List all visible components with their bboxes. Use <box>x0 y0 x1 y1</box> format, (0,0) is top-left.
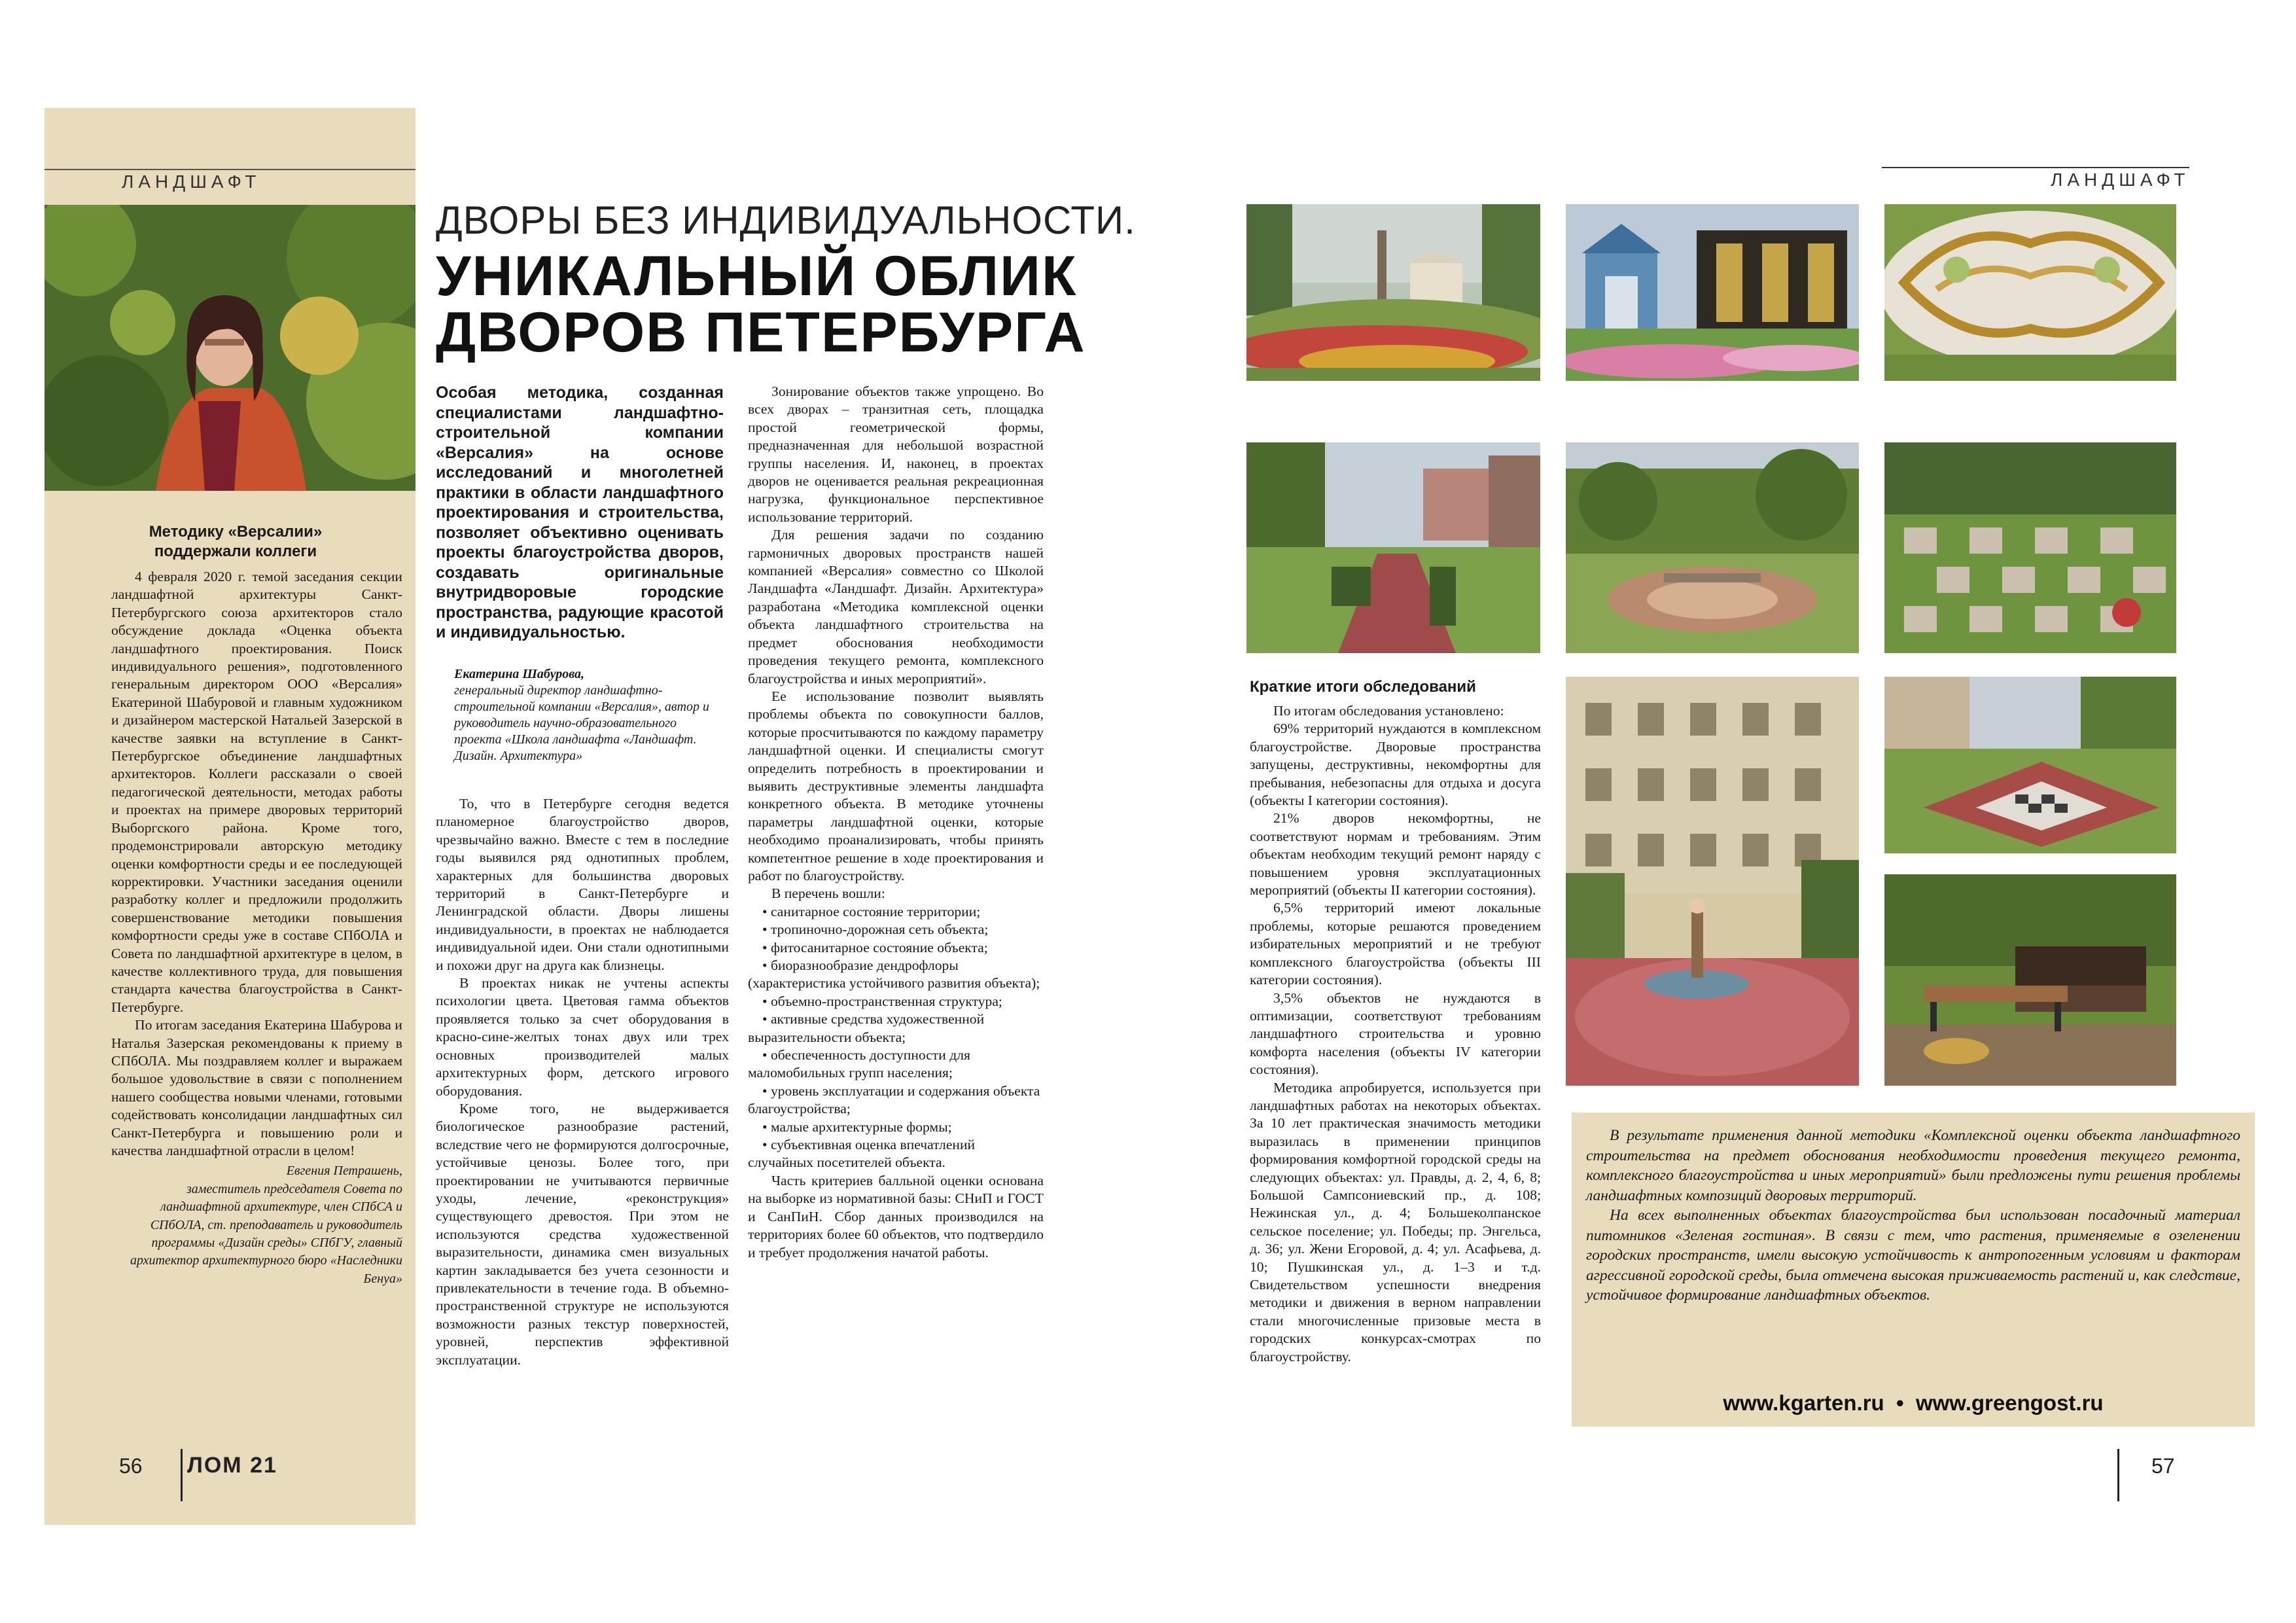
list-item: • субъективная оценка впечатлений случайных посетителей объекта. <box>748 1137 976 1171</box>
courtyard-photo-1 <box>1246 204 1540 381</box>
sidebar-paragraph: 4 февраля 2020 г. темой заседания секции ландшафтной архитектуры Санкт-Петербургского союза архитекторов стало обсуждение доклада «Оценка объекта ландшафтного проектирования. Поиск индивидуального решения», подготовленного генеральным директором ООО «Версалия» Екатериной Шабуровой и главным художником и дизайнером мастерской Натальей Зазерской в качестве заявки на вступление в Санкт-Петербургское объединение ландшафтных архитекторов. Коллеги рассказали о своей педагогической деятельности, методах работы и проектах на примере дворовых территорий Выборгского района. Кроме того, продемонстрировали авторскую методику оценки комфортности среды и ее последующей корректировки. Участники заседания оценили разработку коллег и предложили продолжить совершенствование методики повышения комфортности среды уже в составе СПбОЛА и Совета по ландшафтной архитектуре в целом, в качестве коллективного труда, для повышения стандарта качества благоустройства в Санкт-Петербурге. <box>111 569 402 1015</box>
article-title-line1: УНИКАЛЬНЫЙ ОБЛИК <box>436 245 1078 308</box>
sidebar-signature-name: Евгения Петрашень, <box>286 1164 402 1179</box>
callout-paragraph: В результате применения данной методики «Комплексной оценки объекта ландшафтного строительства на предмет обоснования необходимости проведения текущего ремонта, комплексного благоустройства и иных мероприятий» были предложены пути решения проблемы ландшафтных композиций дворовых территорий. <box>1586 1127 2240 1204</box>
footer-divider-right <box>2117 1449 2119 1501</box>
article-paragraph: Кроме того, не выдерживается биологическое разнообразие растений, вследствие чего не формируются долгосрочные, устойчивые ценозы. Более того, при проектировании не учитываются первичные уходы, лечение, «реконструкция» существующего древостоя. При этом не используются средства художественной выразительности, динамика смен визуальных картин закладывается без учета сезонности и привлекательности в течение года. В объемно-пространственной структуре не используются возможности разных текстур поверхностей, уровней, перспектив эффективной эксплуатации. <box>436 1100 729 1368</box>
footer-divider-left <box>181 1449 183 1501</box>
callout-box <box>1572 1113 2255 1427</box>
author-name: Екатерина Шабурова, <box>454 667 585 681</box>
left-header-rule <box>44 169 415 170</box>
right-header-rule <box>1882 167 2189 168</box>
list-item: • тропиночно-дорожная сеть объекта; <box>762 921 989 938</box>
list-item: • уровень эксплуатации и содержания объекта благоустройства; <box>748 1082 1040 1117</box>
page-number-left: 56 <box>119 1454 143 1478</box>
sidebar-body <box>111 568 402 1288</box>
results-paragraph: 3,5% объектов не нуждаются в оптимизации, соответствуют требованиям ландшафтного строительства и уровню комфорта населения (объекты IV категории состояния). <box>1250 990 1541 1078</box>
list-item: • фитосанитарное состояние объекта; <box>762 939 988 955</box>
article-paragraph: В перечень вошли: <box>771 885 885 902</box>
website-links[interactable]: www.kgarten.ru • www.greengost.ru <box>1723 1391 2104 1415</box>
list-item: • малые архитектурные формы; <box>762 1118 952 1135</box>
courtyard-photo-9 <box>1884 874 2176 1086</box>
article-kicker: ДВОРЫ БЕЗ ИНДИВИДУАЛЬНОСТИ. <box>436 198 1136 242</box>
article-paragraph: В проектах никак не учтены аспекты психологии цвета. Цветовая гамма объектов проявляется только за счет оборудования в красно-сине-желтых тонах двух или трех основных производителей малых архитектурных форм, детского игрового оборудования. <box>436 975 729 1099</box>
results-paragraph: 6,5% территорий имеют локальные проблемы, которые решаются проведением избирательных мероприятий и не требуют комплексного благоустройства (объекты III категории состояния). <box>1250 900 1541 988</box>
courtyard-photo-5 <box>1566 442 1859 653</box>
list-item: • обеспеченность доступности для маломобильных групп населения; <box>748 1047 970 1081</box>
results-body <box>1250 702 1541 1366</box>
section-label-left: ЛАНДШАФТ <box>122 171 261 192</box>
callout-paragraph: На всех выполненных объектах благоустройства был использован посадочный материал питомников «Зеленая гостиная». В связи с тем, что растения, применяемые в озеленении городских пространств, имели высокую устойчивость к антропогенным условиям и факторам агрессивной городской среды, была отмечена высокая приживаемость растений и, как следствие, устойчивое формирование ландшафтных объектов. <box>1586 1207 2240 1304</box>
courtyard-photo-4 <box>1246 442 1540 653</box>
sidebar-signature-role: заместитель председателя Совета по ландшафтной архитектуре, член СПбСА и СПбОЛА, ст. преподаватель и руководитель программы «Дизайн среды» СПбГУ, главный архитектор архитектурного бюро «Наследники Бенуа» <box>130 1181 402 1286</box>
section-label-right: ЛАНДШАФТ <box>2051 169 2190 190</box>
magazine-logo: ЛОМ 21 <box>187 1453 277 1478</box>
courtyard-photo-6 <box>1884 442 2176 653</box>
results-paragraph: Методика апробируется, используется при ландшафтных работах на некоторых объектах. За 10 лет практическая значимость методики выразилась в применении принципов формирования комфортной городской среды на следующих объектах: ул. Правды, д. 2, 4, 6, 8; Большой Сампсониевский пр., д. 108; Нежинская ул., д. 4; Большеколпанское сельское поселение; ул. Победы; пр. Энгельса, д. 36; ул. Жени Егоровой, д. 4; ул. Асафьева, д. 10; Пушкинская ул., д. 1–3 и т.д. Свидетельством успешности внедрения методики и движения в верном направлении стали многочисленные призовые места в городских конкурсах-смотрах по благоустройству. <box>1250 1079 1541 1364</box>
list-item: • санитарное состояние территории; <box>762 903 981 919</box>
page-number-right: 57 <box>2151 1454 2175 1478</box>
courtyard-photo-8 <box>1884 677 2176 853</box>
courtyard-photo-3 <box>1884 204 2176 381</box>
author-role: генеральный директор ландшафтно-строительной компании «Версалия», автор и руководитель научно-образовательного проекта «Школа ландшафта «Ландшафт. Дизайн. Архитектура» <box>454 683 709 763</box>
article-title-line2: ДВОРОВ ПЕТЕРБУРГА <box>436 301 1086 364</box>
courtyard-photo-7 <box>1566 677 1859 1086</box>
article-paragraph: То, что в Петербурге сегодня ведется планомерное благоустройство дворов, чрезвычайно важно. Вместе с тем в последние годы выявился ряд однотипных проблем, характерных для большинства дворовых территорий в Санкт-Петербурге и Ленинградской области. Дворы лишены индивидуальности, в проектах не наблюдается индивидуальной идеи. Они стали однотипными и похожи друг на друга как близнецы. <box>436 796 729 973</box>
results-paragraph: 21% дворов некомфортны, не соответствуют нормам и требованиям. Этим объектам необходим текущий ремонт наряду с повышением уровня эксплуатационных мероприятий (объекты II категории состояния). <box>1250 810 1541 899</box>
article-lead: Особая методика, созданная специалистами ландшафтно-строительной компании «Версалия» на основе исследований и многолетней практики в области ландшафтного проектирования и строительства, позволяет объективно оценивать проекты благоустройства дворов, создавать оригинальные внутридворовые городские пространства, радующие красотой и индивидуальностью. <box>436 383 724 641</box>
courtyard-photo-2 <box>1566 204 1859 381</box>
sidebar-paragraph: По итогам заседания Екатерина Шабурова и Наталья Зазерская рекомендованы к приему в СПбОЛА. Мы поздравляем коллег и выражаем большое удовольствие в связи с пополнением нашего сообщества новыми членами, готовыми содействовать консолидации ландшафтных сил Санкт-Петербурга и повышению роли и качества ландшафтной отрасли в целом! <box>111 1017 402 1158</box>
article-column-2 <box>748 383 1044 1262</box>
article-paragraph: Часть критериев балльной оценки основана на выборке из нормативной базы: СНиП и ГОСТ и СанПиН. Сбор данных производился на территориях более 60 объектов, что подтвердило и требует продолжения начатой работы. <box>748 1172 1044 1260</box>
list-item: • биоразнообразие дендрофлоры (характеристика устойчивого развития объекта); <box>748 957 1040 991</box>
article-paragraph: Для решения задачи по созданию гармоничных дворовых пространств нашей компанией «Версалия» совместно со Школой Ландшафта «Ландшафт. Дизайн. Архитектура» разработана «Методика комплексной оценки объекта ландшафтного строительства на предмет обоснования необходимости проведения текущего ремонта, комплексного благоустройства и иных мероприятий». <box>748 527 1044 687</box>
article-column-1 <box>436 795 729 1369</box>
article-paragraph: Ее использование позволит выявлять проблемы объекта по совокупности баллов, которые просчитываются по каждому параметру ландшафтной оценки. И специалисты смогут определить потребность в проектировании и выявить деструктивные элементы ландшафта конкретного объекта. В методике уточнены параметры ландшафтной оценки, которые необходимо проанализировать, чтобы принять компетентное решение в ходе проектирования и работ по благоустройству. <box>748 688 1044 883</box>
results-heading: Краткие итоги обследований <box>1250 678 1476 696</box>
author-block <box>454 666 724 764</box>
article-paragraph: Зонирование объектов также упрощено. Во всех дворах – транзитная сеть, площадка простой геометрической формы, предназначенная для небольшой возрастной группы населения. И, наконец, в проектах дворов не оценивается реальная рекреационная нагрузка, функциональное перспективное использование территорий. <box>748 383 1044 525</box>
callout-text <box>1586 1126 2240 1306</box>
author-portrait-photo <box>44 205 415 491</box>
sidebar-heading: Методику «Версалии» поддержали коллеги <box>149 523 323 560</box>
results-paragraph: 69% территорий нуждаются в комплексном благоустройстве. Дворовые пространства запущены, деструктивны, некомфортны для пребывания, небезопасны для отдыха и досуга (объекты I категории состояния). <box>1250 721 1541 809</box>
results-paragraph: По итогам обследования установлено: <box>1273 703 1504 719</box>
list-item: • объемно-пространственная структура; <box>762 993 1002 1009</box>
list-item: • активные средства художественной выразительности объекта; <box>748 1011 985 1045</box>
